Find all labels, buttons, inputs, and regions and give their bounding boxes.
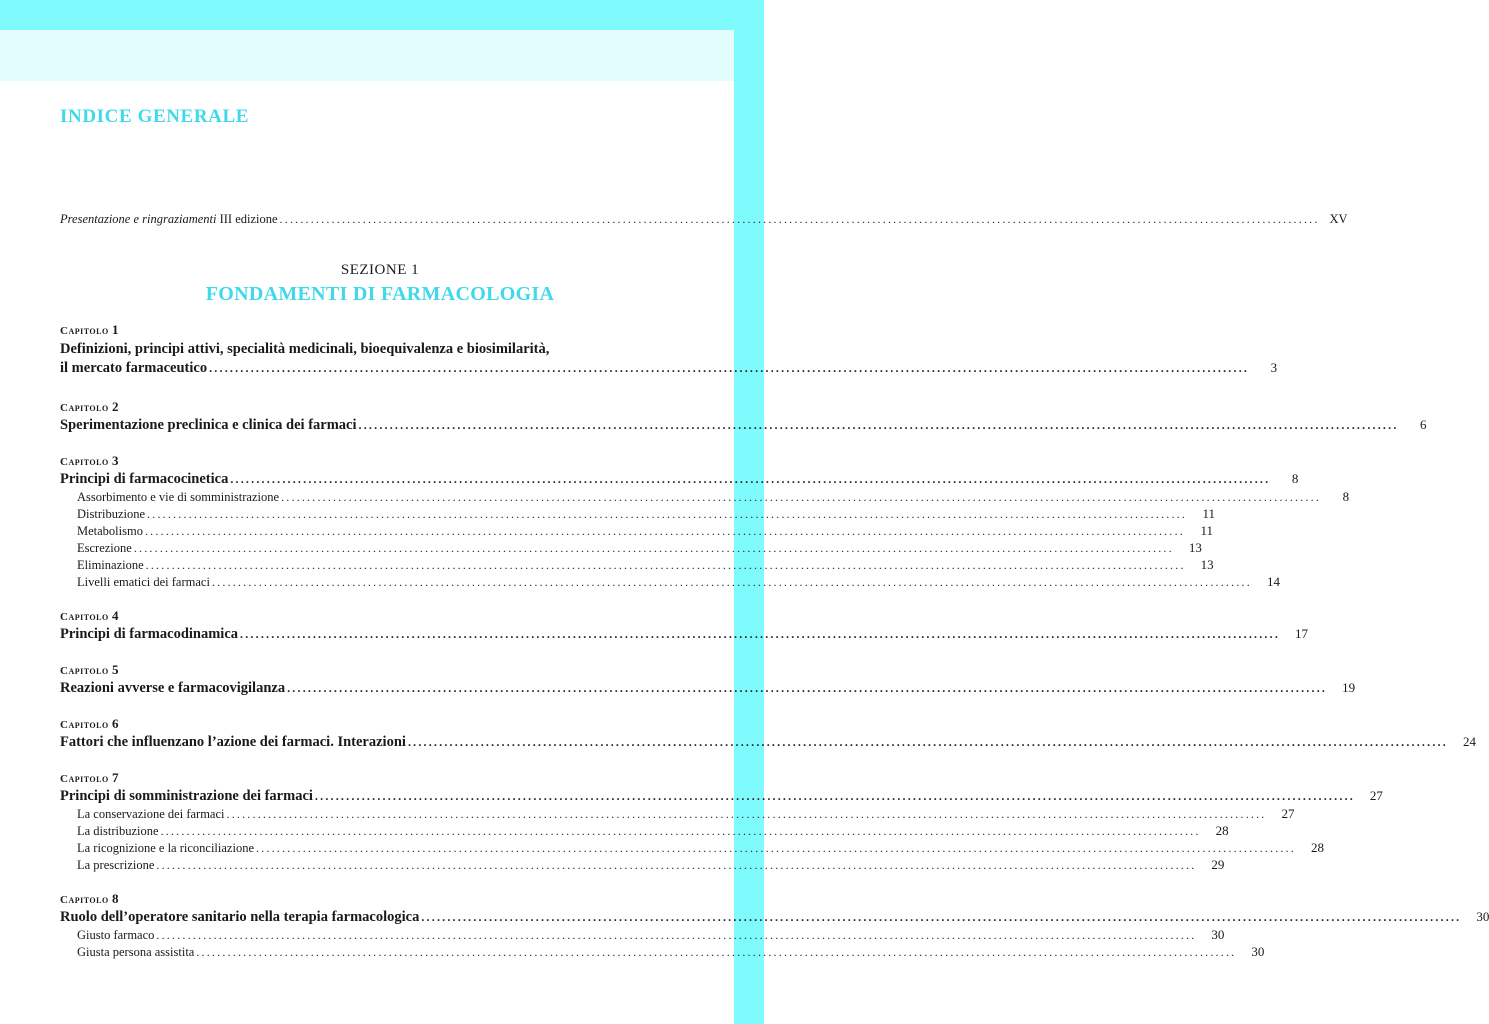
- toc-entry-chapter-3[interactable]: [60, 471, 1299, 488]
- chapter-title: Principi di somministrazione dei farmaci: [60, 788, 313, 804]
- chapter-title: il mercato farmaceutico: [60, 360, 208, 376]
- subentry-title: La ricognizione e la riconciliazione: [77, 841, 254, 855]
- chapter-label: Capitolo 3: [60, 453, 119, 468]
- page-number: 8: [1291, 471, 1299, 486]
- page-number: 29: [1211, 857, 1225, 872]
- toc-subentry[interactable]: [60, 840, 1324, 856]
- toc-subentry[interactable]: [60, 857, 1225, 873]
- leader-dots: ........................................................................................................................................................................................................: [256, 841, 1296, 855]
- toc-entry-chapter-7[interactable]: [60, 788, 1383, 805]
- section-title: FONDAMENTI DI FARMACOLOGIA: [205, 283, 555, 305]
- chapter-label: Capitolo 1: [60, 322, 119, 337]
- presentazione-edition: III edizione: [216, 212, 278, 226]
- leader-dots: ........................................................................................................................................................................................................: [240, 627, 1281, 641]
- chapter-title: Principi di farmacocinetica: [60, 471, 229, 487]
- toc-entry-chapter-8[interactable]: [60, 909, 1489, 926]
- chapter-label: Capitolo 8: [60, 891, 119, 906]
- chapter-title: Principi di farmacodinamica: [60, 626, 239, 642]
- page-number: 13: [1188, 540, 1202, 555]
- leader-dots: ........................................................................................................................................................................................................: [147, 507, 1188, 521]
- page-number: 30: [1476, 909, 1489, 924]
- toc-subentry[interactable]: [60, 574, 1280, 590]
- subentry-title: Assorbimento e vie di somministrazione: [77, 490, 280, 504]
- page-number: 14: [1266, 574, 1280, 589]
- page-number: 30: [1211, 927, 1225, 942]
- subentry-title: Escrezione: [77, 541, 132, 555]
- toc-subentry[interactable]: [60, 944, 1265, 960]
- chapter-title: Sperimentazione preclinica e clinica dei farmaci: [60, 417, 357, 433]
- subentry-title: La conservazione dei farmaci: [77, 807, 225, 821]
- leader-dots: ........................................................................................................................................................................................................: [314, 789, 1355, 803]
- toc-entry-chapter-5[interactable]: [60, 680, 1356, 697]
- leader-dots: ........................................................................................................................................................................................................: [287, 681, 1328, 695]
- chapter-title: Fattori che influenzano l’azione dei farmaci. Interazioni: [60, 734, 406, 750]
- leader-dots: ........................................................................................................................................................................................................: [407, 735, 1448, 749]
- section-label: SEZIONE 1: [340, 262, 420, 278]
- page-number: 6: [1420, 417, 1427, 432]
- chapter-label: Capitolo 4: [60, 608, 119, 623]
- page-number: 24: [1462, 734, 1476, 749]
- subentry-title: La prescrizione: [77, 858, 155, 872]
- leader-dots: ........................................................................................................................................................................................................: [230, 472, 1271, 486]
- page-number: 3: [1270, 360, 1278, 375]
- leader-dots: ........................................................................................................................................................................................................: [156, 928, 1197, 942]
- chapter-title: Ruolo dell’operatore sanitario nella terapia farmacologica: [60, 909, 420, 925]
- toc-entry-chapter-6[interactable]: [60, 734, 1476, 751]
- leader-dots: ........................................................................................................................................................................................................: [211, 575, 1252, 589]
- toc-subentry[interactable]: [60, 489, 1350, 505]
- toc-subentry[interactable]: [60, 506, 1216, 522]
- chapter-title-line[interactable]: Definizioni, principi attivi, specialità medicinali, bioequivalenza e biosimilarità,: [60, 341, 550, 357]
- page-number: 13: [1200, 557, 1214, 572]
- page-number: XV: [1329, 212, 1348, 226]
- subentry-title: Giusta persona assistita: [77, 945, 195, 959]
- toc-entry-chapter-4[interactable]: [60, 626, 1309, 643]
- page-number: 19: [1342, 680, 1356, 695]
- leader-dots: ........................................................................................................................................................................................................: [358, 418, 1399, 432]
- page-title: INDICE GENERALE: [60, 106, 250, 127]
- chapter-label: Capitolo 7: [60, 770, 119, 785]
- toc-subentry[interactable]: [60, 523, 1213, 539]
- toc-subentry[interactable]: [60, 540, 1202, 556]
- subentry-title: Distribuzione: [77, 507, 146, 521]
- page-number: 11: [1202, 506, 1216, 521]
- leader-dots: ........................................................................................................................................................................................................: [144, 524, 1185, 538]
- leader-dots: ........................................................................................................................................................................................................: [160, 824, 1201, 838]
- toc-entry-presentazione[interactable]: [60, 212, 1348, 227]
- leader-dots: ........................................................................................................................................................................................................: [226, 807, 1267, 821]
- page-number: 11: [1200, 523, 1213, 538]
- toc-subentry[interactable]: [60, 806, 1295, 822]
- leader-dots: ........................................................................................................................................................................................................: [145, 558, 1186, 572]
- page-number: 8: [1342, 489, 1350, 504]
- leader-dots: ........................................................................................................................................................................................................: [421, 910, 1462, 924]
- toc-entry-chapter-2[interactable]: [60, 417, 1427, 434]
- toc-subentry[interactable]: [60, 823, 1229, 839]
- leader-dots: ........................................................................................................................................................................................................: [279, 212, 1320, 226]
- chapter-label: Capitolo 6: [60, 716, 119, 731]
- leader-dots: ........................................................................................................................................................................................................: [196, 945, 1237, 959]
- chapter-label: Capitolo 5: [60, 662, 119, 677]
- subentry-title: Giusto farmaco: [77, 928, 155, 942]
- page-number: 17: [1295, 626, 1309, 641]
- presentazione-title: Presentazione e ringraziamenti: [60, 212, 217, 226]
- leader-dots: ........................................................................................................................................................................................................: [133, 541, 1174, 555]
- page-number: 28: [1215, 823, 1229, 838]
- subentry-title: Metabolismo: [77, 524, 143, 538]
- chapter-label: Capitolo 2: [60, 399, 119, 414]
- toc-subentry[interactable]: [60, 557, 1214, 573]
- toc-entry-chapter-1[interactable]: [60, 360, 1278, 377]
- subentry-title: La distribuzione: [77, 824, 159, 838]
- leader-dots: ........................................................................................................................................................................................................: [281, 490, 1322, 504]
- page-number: 30: [1251, 944, 1265, 959]
- page-number: 28: [1311, 840, 1324, 855]
- subentry-title: Livelli ematici dei farmaci: [77, 575, 210, 589]
- leader-dots: ........................................................................................................................................................................................................: [209, 361, 1250, 375]
- header-light-band: [0, 30, 734, 81]
- chapter-title: Reazioni avverse e farmacovigilanza: [60, 680, 286, 696]
- page-number: 27: [1281, 806, 1295, 821]
- page-number: 27: [1369, 788, 1383, 803]
- top-color-band: [0, 0, 764, 30]
- toc-subentry[interactable]: [60, 927, 1225, 943]
- subentry-title: Eliminazione: [77, 558, 144, 572]
- leader-dots: ........................................................................................................................................................................................................: [156, 858, 1197, 872]
